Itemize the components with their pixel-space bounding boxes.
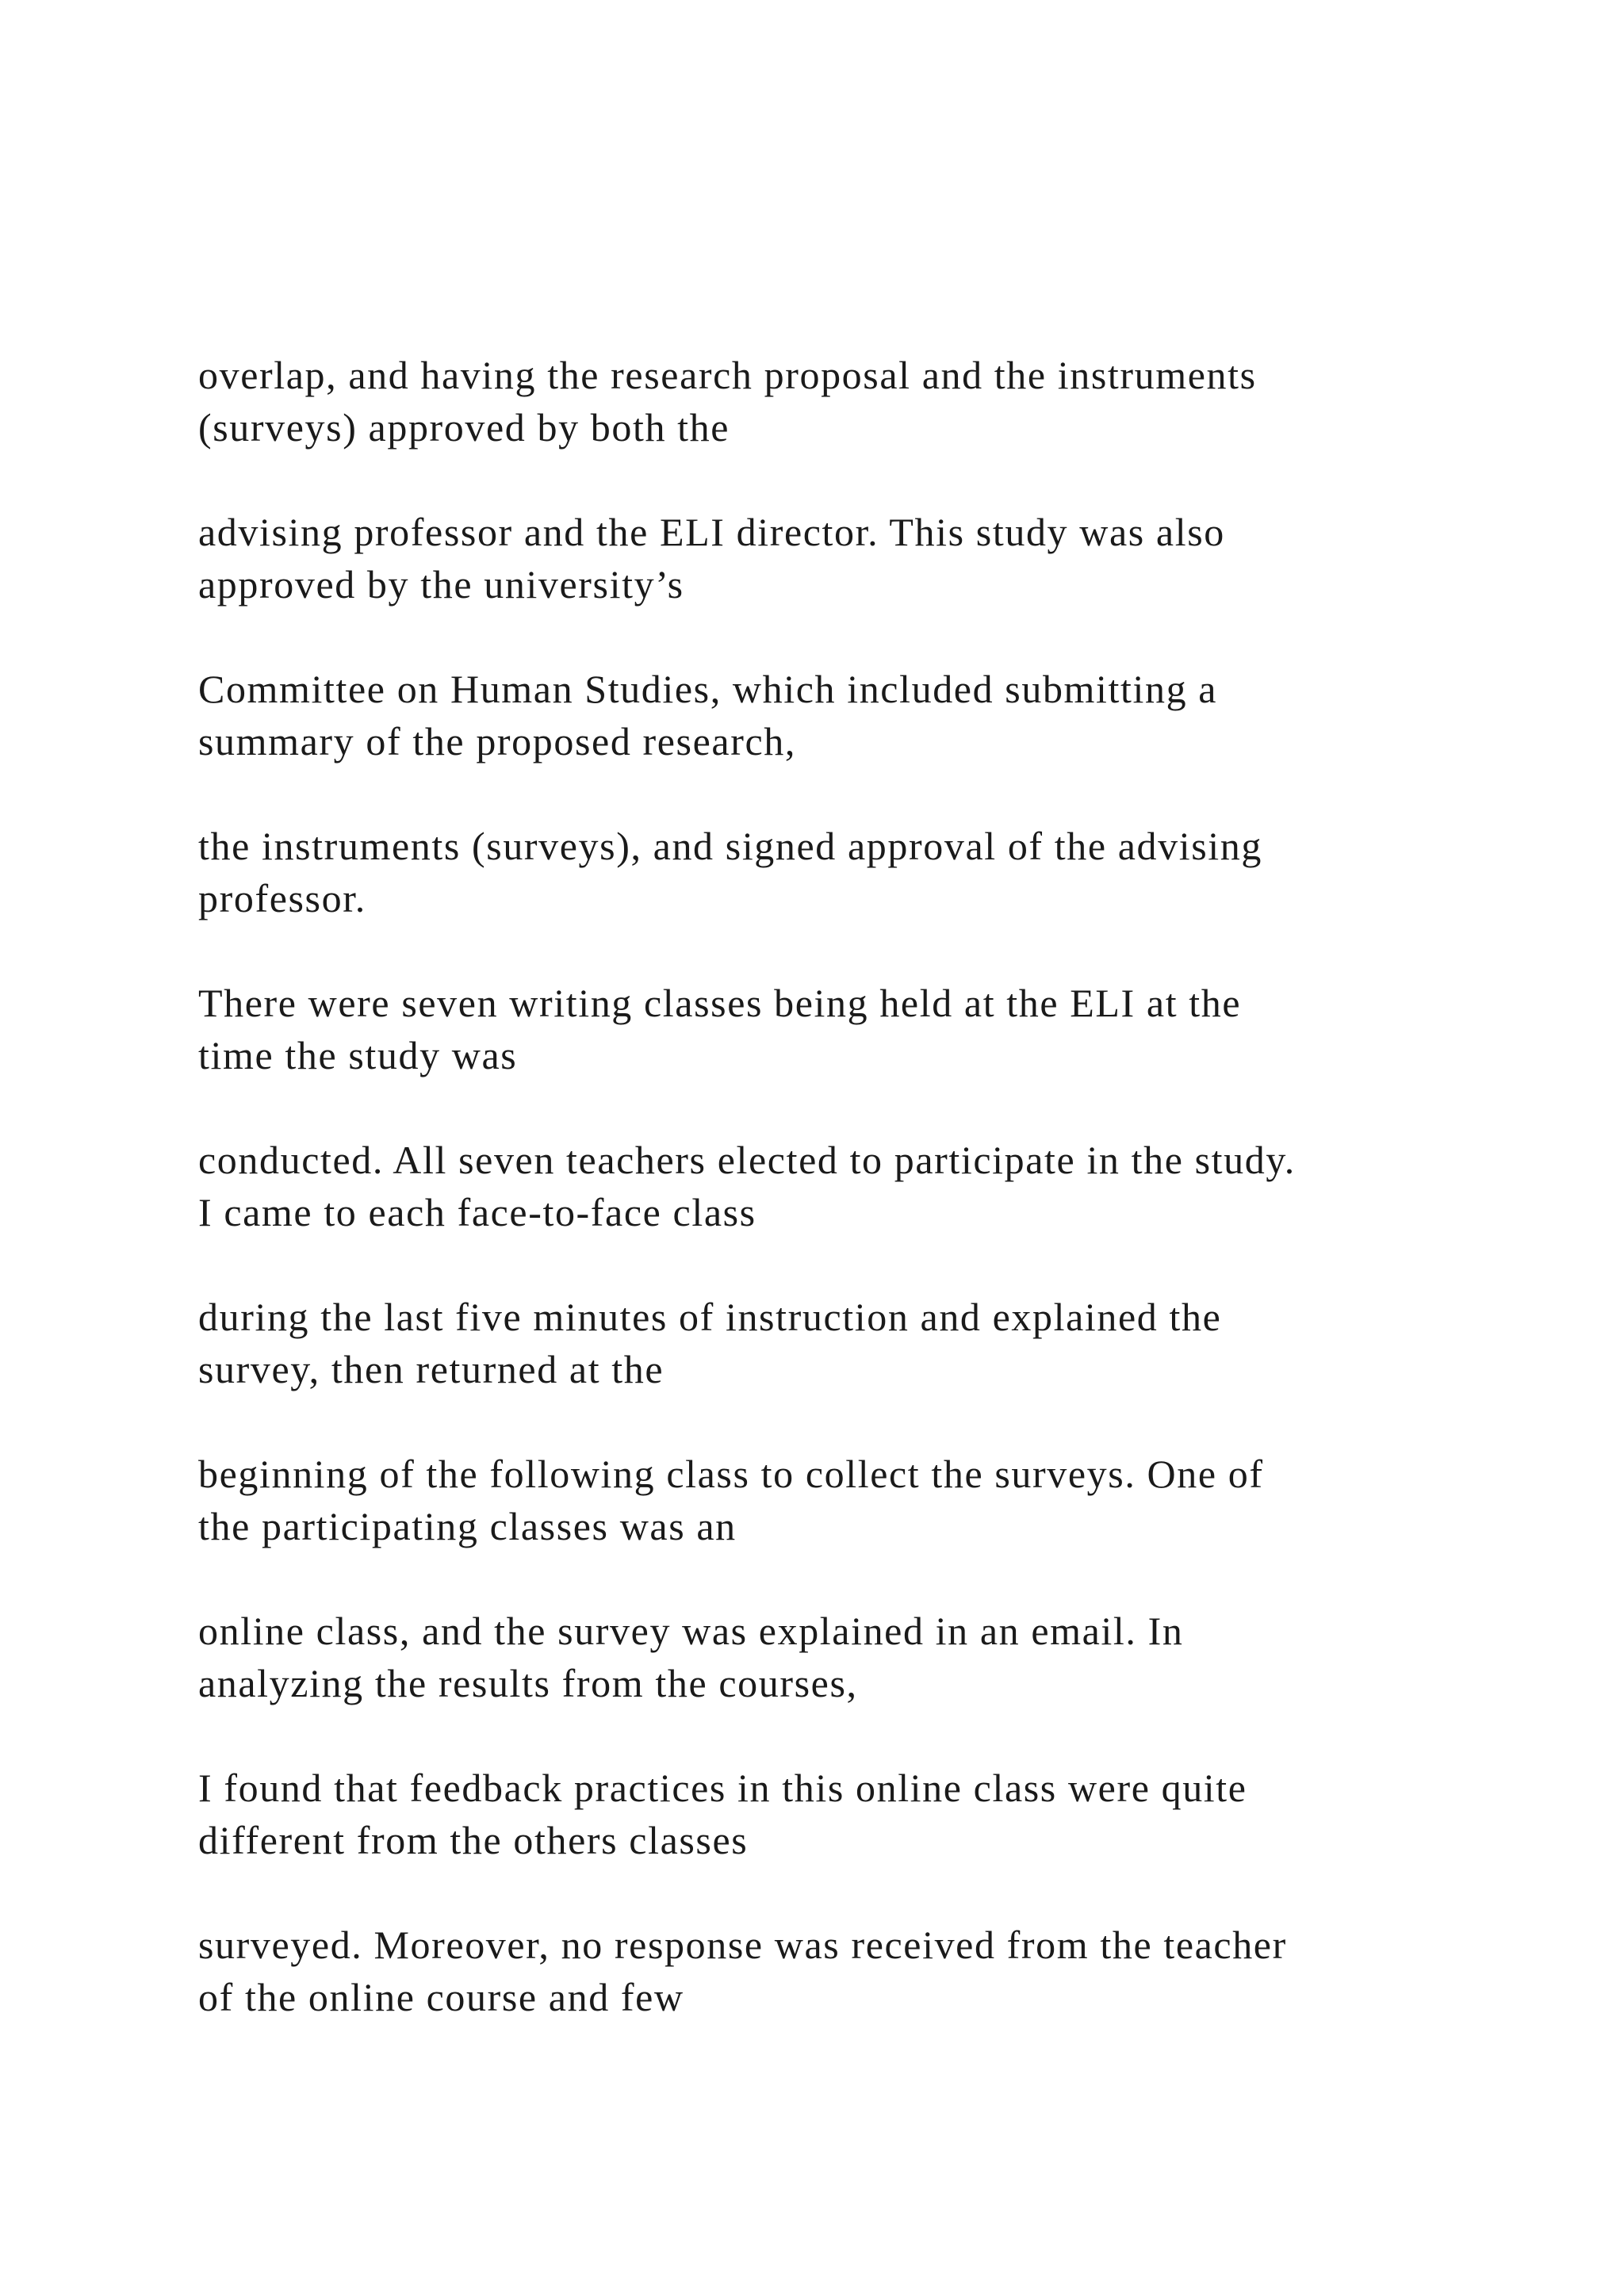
text-line: analyzing the results from the courses, — [198, 1661, 858, 1705]
text-line: survey, then returned at the — [198, 1347, 665, 1391]
text-line: conducted. All seven teachers elected to participate in the study. — [198, 1138, 1296, 1182]
text-line: surveyed. Moreover, no response was received from the teacher — [198, 1923, 1287, 1967]
text-line: different from the others classes — [198, 1818, 749, 1862]
paragraph — [198, 663, 1546, 767]
text-line: Committee on Human Studies, which included submitting a — [198, 667, 1218, 711]
paragraph — [198, 1919, 1546, 2023]
paragraph — [198, 349, 1546, 453]
text-line: professor. — [198, 876, 366, 920]
text-line: approved by the university’s — [198, 562, 684, 607]
text-line: (surveys) approved by both the — [198, 405, 730, 450]
text-line: during the last five minutes of instruction and explained the — [198, 1295, 1222, 1339]
text-line: I found that feedback practices in this online class were quite — [198, 1766, 1247, 1810]
text-line: I came to each face-to-face class — [198, 1190, 756, 1234]
body-text — [198, 349, 1546, 2076]
text-line: beginning of the following class to collect the surveys. One of — [198, 1452, 1264, 1496]
text-line: summary of the proposed research, — [198, 719, 796, 763]
text-line: advising professor and the ELI director. This study was also — [198, 510, 1225, 554]
text-line: online class, and the survey was explained in an email. In — [198, 1609, 1184, 1653]
text-line: the instruments (surveys), and signed approval of the advising — [198, 824, 1262, 868]
paragraph — [198, 977, 1546, 1081]
paragraph — [198, 1134, 1546, 1238]
paragraph — [198, 1448, 1546, 1552]
text-line: the participating classes was an — [198, 1504, 737, 1548]
paragraph — [198, 1762, 1546, 1866]
paragraph — [198, 1291, 1546, 1395]
paragraph — [198, 506, 1546, 610]
text-line: overlap, and having the research proposal and the instruments — [198, 353, 1257, 397]
text-line: time the study was — [198, 1033, 518, 1077]
text-line: There were seven writing classes being held at the ELI at the — [198, 981, 1242, 1025]
paragraph — [198, 820, 1546, 924]
paragraph — [198, 1605, 1546, 1709]
text-line: of the online course and few — [198, 1975, 684, 2019]
